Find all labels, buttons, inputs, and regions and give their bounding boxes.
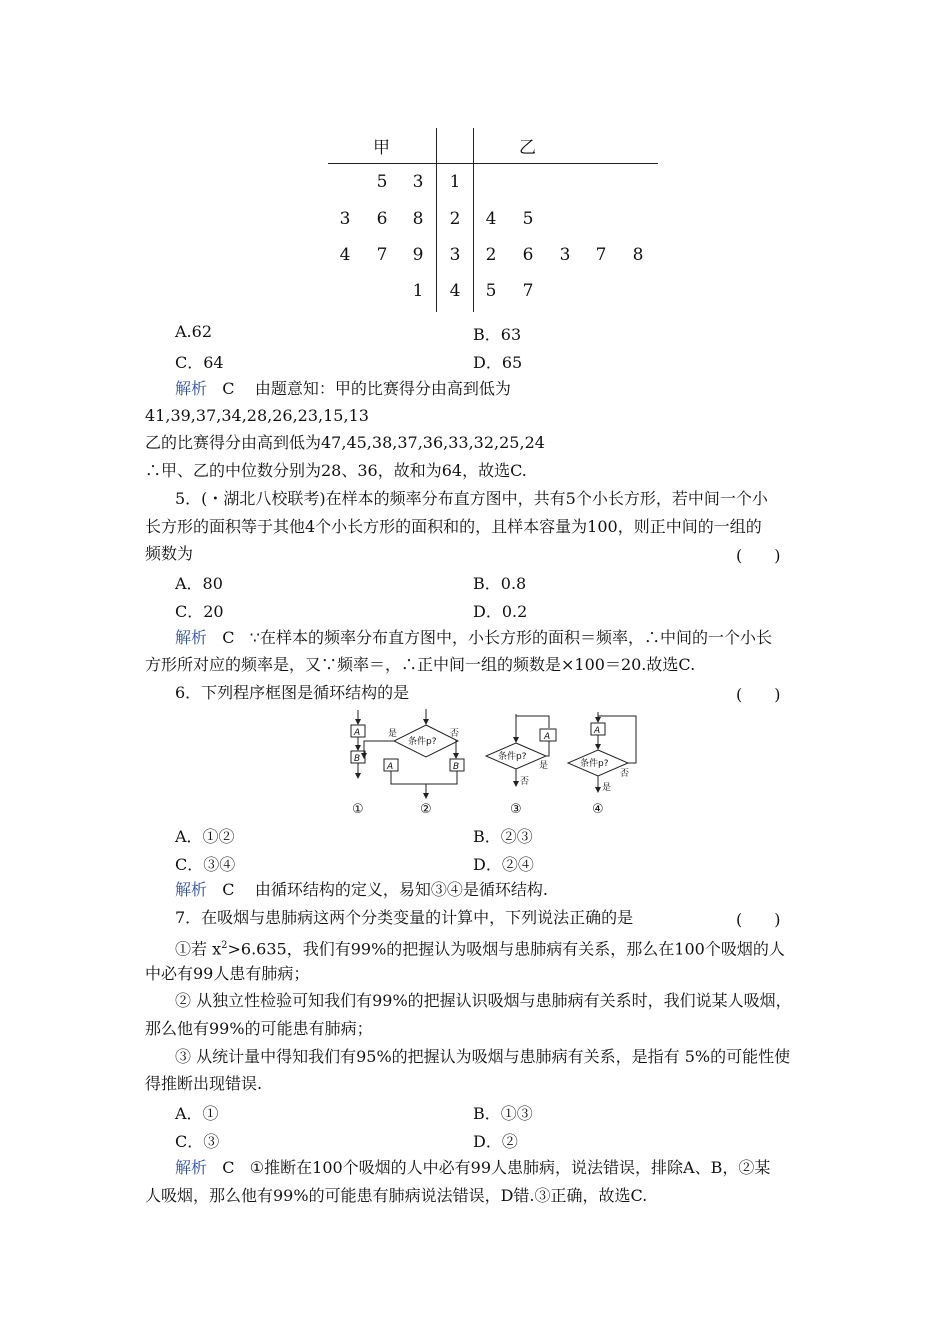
leaf-cell: 7: [522, 281, 534, 301]
stem-cell: 2: [449, 209, 461, 229]
stem-divider-right: [473, 128, 474, 312]
analysis-answer: C: [222, 379, 235, 398]
q5-option-b: B．0.8: [473, 574, 527, 593]
q6-option-c: C．③④: [175, 855, 236, 874]
analysis-label: 解析: [175, 880, 208, 899]
q7-statement-3-line-2: 得推断出现错误.: [145, 1074, 263, 1093]
flowchart-4-label: ④: [592, 802, 604, 817]
flowchart-2-label: ②: [420, 802, 432, 817]
leaf-cell: 7: [376, 245, 388, 265]
leaf-cell: 5: [376, 172, 388, 192]
q7-analysis-line-1: [175, 1157, 770, 1179]
q7-statement-2-line-1: ② 从独立性检验可知我们有99%的把握认识吸烟与患肺病有关系时，我们说某人吸烟，: [175, 991, 792, 1010]
q7-analysis-line-2: 人吸烟，那么他有99%的可能患有肺病说法错误，D错.③正确，故选C.: [145, 1186, 648, 1205]
q4-option-a: A.62: [175, 322, 212, 341]
no-label: 否: [450, 729, 460, 739]
stem-cell: 4: [449, 281, 461, 301]
analysis-label: 解析: [175, 1158, 208, 1177]
leaf-cell: 6: [522, 245, 534, 265]
yes-label: 是: [388, 729, 398, 739]
q7-answer-paren: ( ): [736, 910, 781, 929]
analysis-text: ∵在样本的频率分布直方图中，小长方形的面积＝频率，∴中间的一个小长: [249, 628, 772, 647]
q4-analysis-line-2: 41,39,37,34,28,26,23,15,13: [145, 406, 369, 425]
no-label: 否: [520, 777, 530, 787]
yes-label: 是: [602, 783, 612, 793]
q7-option-b: B．①③: [473, 1104, 533, 1123]
q7-option-c: C．③: [175, 1132, 220, 1151]
q5-option-a: A．80: [175, 574, 223, 593]
analysis-text: 由题意知：甲的比赛得分由高到低为: [254, 379, 511, 398]
analysis-label: 解析: [175, 628, 208, 647]
analysis-answer: C: [222, 880, 235, 899]
q5-stem-line-1: 5．(・湖北八校联考)在样本的频率分布直方图中，共有5个小长方形，若中间一个小: [175, 489, 768, 508]
yes-label: 是: [539, 761, 549, 771]
right-header: 乙: [519, 138, 536, 158]
q5-stem-line-2: 长方形的面积等于其他4个小长方形的面积和的，且样本容量为100，则正中间的一组的: [145, 517, 762, 536]
leaf-cell: 2: [485, 245, 497, 265]
q4-option-d: D．65: [473, 353, 523, 372]
q7-stem: 7．在吸烟与患肺病这两个分类变量的计算中，下列说法正确的是: [175, 908, 634, 927]
q5-option-d: D．0.2: [473, 602, 528, 621]
leaf-cell: 1: [412, 281, 424, 301]
no-label: 否: [620, 769, 630, 779]
leaf-cell: 4: [339, 245, 351, 265]
q5-analysis-line-2: 方形所对应的频率是，又∵频率＝，∴正中间一组的频数是×100＝20.故选C.: [145, 655, 696, 674]
leaf-cell: 5: [522, 209, 534, 229]
q7-option-d: D．②: [473, 1132, 518, 1151]
leaf-cell: 4: [485, 209, 497, 229]
flowcharts-figure: [340, 706, 650, 818]
q7-option-a: A．①: [175, 1104, 219, 1123]
box-b-label: B: [354, 754, 361, 764]
left-header: 甲: [373, 138, 390, 158]
condition-label: 条件p?: [408, 737, 437, 747]
q6-option-d: D．②④: [473, 855, 534, 874]
statement-1-prefix: ①若 x: [175, 939, 222, 959]
leaf-cell: 3: [412, 172, 424, 192]
analysis-answer: C: [222, 1158, 235, 1177]
q5-analysis-line-1: [175, 627, 772, 649]
flowchart-3-label: ③: [510, 802, 522, 817]
q6-option-b: B．②③: [473, 827, 533, 846]
stem-leaf-plot: [328, 128, 658, 312]
flowchart-1-label: ①: [352, 802, 364, 817]
q5-option-c: C．20: [175, 602, 224, 621]
q4-option-c: C．64: [175, 353, 224, 372]
analysis-text: ①推断在100个吸烟的人中必有99人患肺病，说法错误，排除A、B，②某: [249, 1158, 771, 1177]
condition-label: 条件p?: [580, 759, 609, 769]
box-a-label: A: [387, 762, 394, 772]
leaf-cell: 5: [485, 281, 497, 301]
q6-option-a: A．①②: [175, 827, 235, 846]
chi-square-exponent: 2: [221, 940, 228, 951]
leaf-cell: 3: [339, 209, 351, 229]
leaf-cell: 8: [632, 245, 644, 265]
q4-option-b: B．63: [473, 325, 522, 344]
analysis-text: 由循环结构的定义，易知③④是循环结构.: [254, 880, 548, 899]
q5-answer-paren: ( ): [736, 546, 781, 565]
box-b-label: B: [453, 762, 460, 772]
analysis-label: 解析: [175, 379, 208, 398]
condition-label: 条件p?: [498, 752, 527, 762]
stem-divider-left: [436, 128, 437, 312]
q5-stem-line-3: 频数为: [145, 544, 194, 563]
leaf-cell: 8: [412, 209, 424, 229]
leaf-cell: 3: [559, 245, 571, 265]
leaf-cell: 9: [412, 245, 424, 265]
box-a-label: A: [594, 726, 601, 736]
q7-statement-1-line-1: [175, 935, 785, 960]
q7-statement-1-line-2: 中必有99人患有肺病；: [145, 964, 310, 983]
box-a-label: A: [354, 728, 361, 738]
analysis-answer: C: [222, 628, 235, 647]
leaf-cell: 6: [376, 209, 388, 229]
q4-analysis-line-3: 乙的比赛得分由高到低为47,45,38,37,36,33,32,25,24: [145, 433, 545, 452]
q4-analysis-line-1: [175, 378, 511, 400]
statement-1-text: >6.635，我们有99%的把握认为吸烟与患肺病有关系，那么在100个吸烟的人: [227, 939, 785, 959]
q4-analysis-line-4: ∴甲、乙的中位数分别为28、36，故和为64，故选C.: [145, 461, 527, 480]
q6-stem: 6．下列程序框图是循环结构的是: [175, 683, 410, 702]
leaf-cell: 7: [595, 245, 607, 265]
q6-answer-paren: ( ): [736, 685, 781, 704]
stem-cell: 1: [449, 172, 461, 192]
header-divider: [328, 163, 658, 164]
q6-analysis-line-1: [175, 879, 548, 901]
q7-statement-3-line-1: ③ 从统计量中得知我们有95%的把握认为吸烟与患肺病有关系，是指有 5%的可能性使: [175, 1047, 791, 1066]
q7-statement-2-line-2: 那么他有99%的可能患有肺病；: [145, 1019, 373, 1038]
stem-cell: 3: [449, 245, 461, 265]
box-a-label: A: [544, 732, 551, 742]
